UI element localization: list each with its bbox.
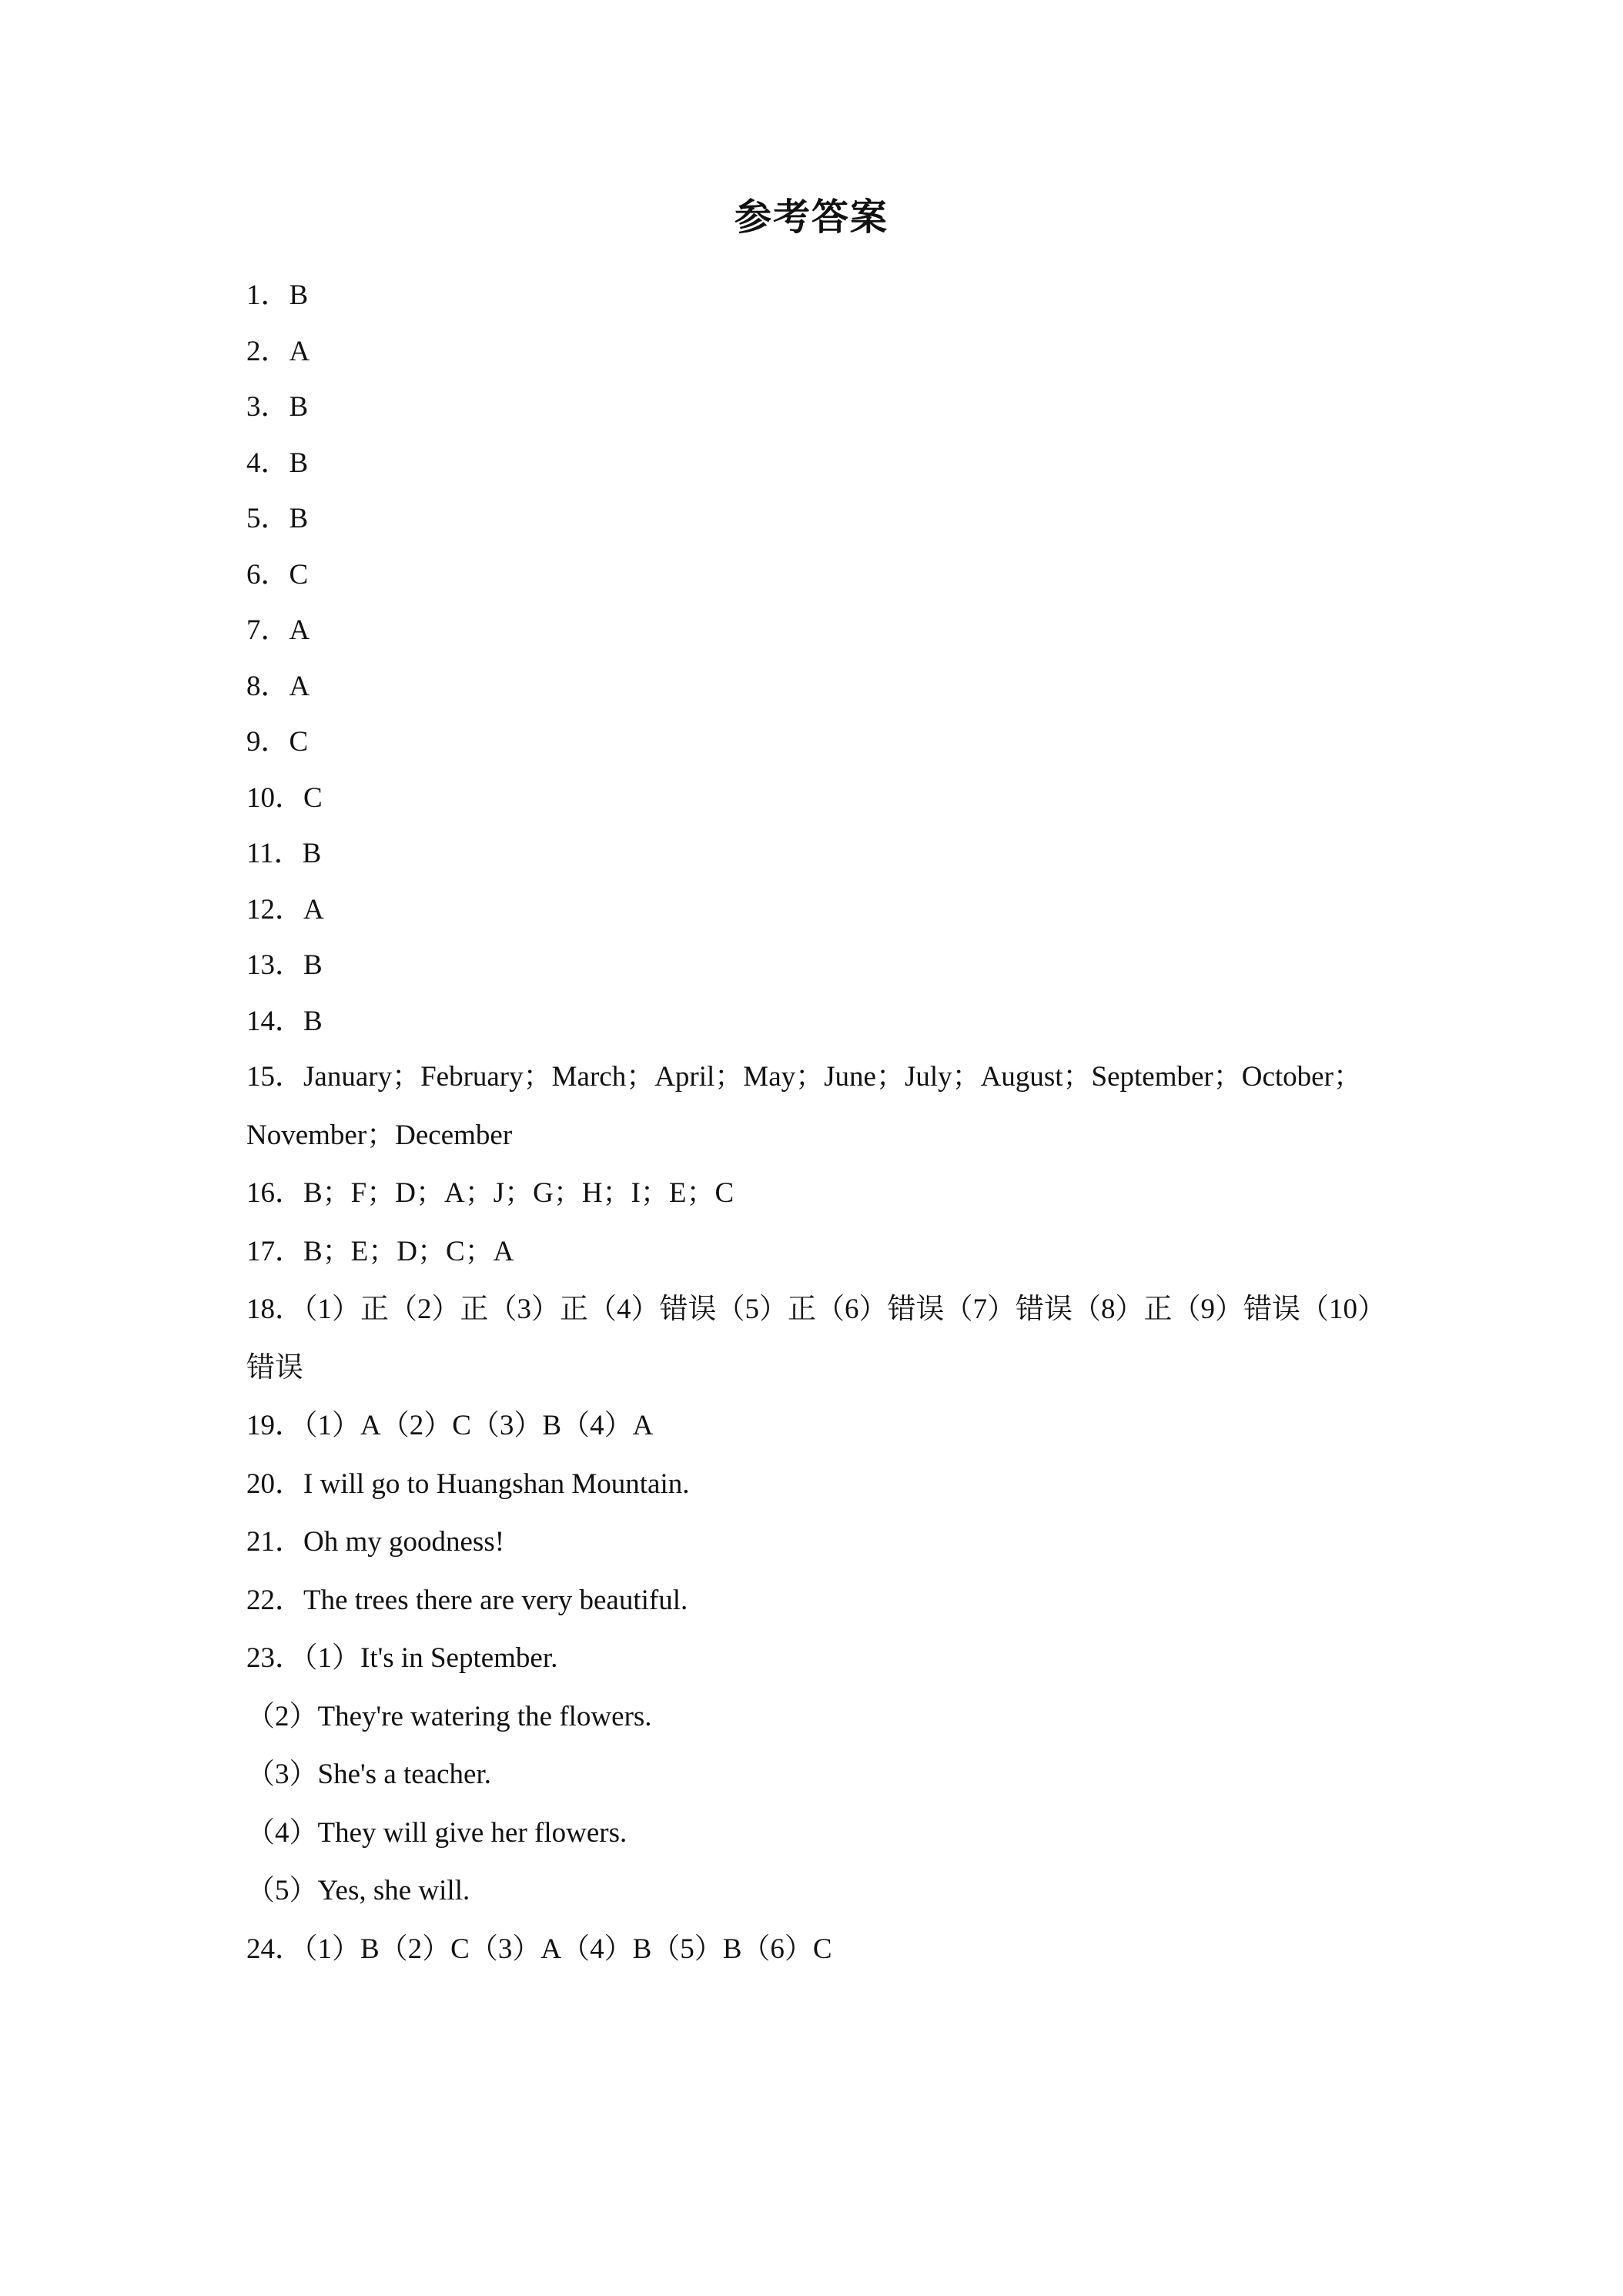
answer-line: 18．（1）正（2）正（3）正（4）错误（5）正（6）错误（7）错误（8）正（9）错误（10） (246, 1294, 1386, 1325)
answer-line: 3．B (246, 391, 309, 423)
answer-line: 4．B (246, 447, 309, 479)
answer-line: 13．B (246, 949, 323, 981)
answer-line-continued: 错误 (246, 1351, 303, 1384)
answer-subline: （3）She's a teacher. (246, 1759, 491, 1790)
answer-line: 21．Oh my goodness! (246, 1526, 505, 1558)
answer-line: 11．B (246, 838, 322, 869)
answer-line: 10．C (246, 782, 323, 814)
answer-line: 16．B；F；D；A；J；G；H；I；E；C (246, 1177, 735, 1209)
answer-line: 5．B (246, 503, 309, 534)
page-title: 参考答案 (734, 196, 888, 239)
answer-line: 17．B；E；D；C；A (246, 1235, 514, 1267)
answer-subline: （4）They will give her flowers. (246, 1816, 627, 1849)
answer-subline: （2）They're watering the flowers. (246, 1700, 652, 1732)
answer-line: 9．C (246, 726, 309, 758)
answer-line: 20．I will go to Huangshan Mountain. (246, 1468, 690, 1500)
answer-line-continued: November；December (246, 1119, 513, 1151)
answer-line: 22．The trees there are very beautiful. (246, 1584, 688, 1616)
answer-line: 23．（1）It's in September. (246, 1642, 558, 1674)
answer-subline: （5）Yes, she will. (246, 1875, 470, 1906)
answer-line: 7．A (246, 614, 310, 646)
answer-line: 2．A (246, 335, 310, 367)
answer-line: 24．（1）B（2）C（3）A（4）B（5）B（6）C (246, 1933, 832, 1965)
answer-line: 19．（1）A（2）C（3）B（4）A (246, 1410, 654, 1441)
answer-line: 8．A (246, 670, 310, 702)
answer-line: 1．B (246, 279, 309, 311)
answer-line: 14．B (246, 1005, 323, 1037)
answer-line: 6．C (246, 558, 309, 591)
answer-line: 15．January；February；March；April；May；June；July；August；September；October； (246, 1061, 1362, 1093)
answer-line: 12．A (246, 893, 324, 925)
answer-list (246, 268, 1401, 1980)
